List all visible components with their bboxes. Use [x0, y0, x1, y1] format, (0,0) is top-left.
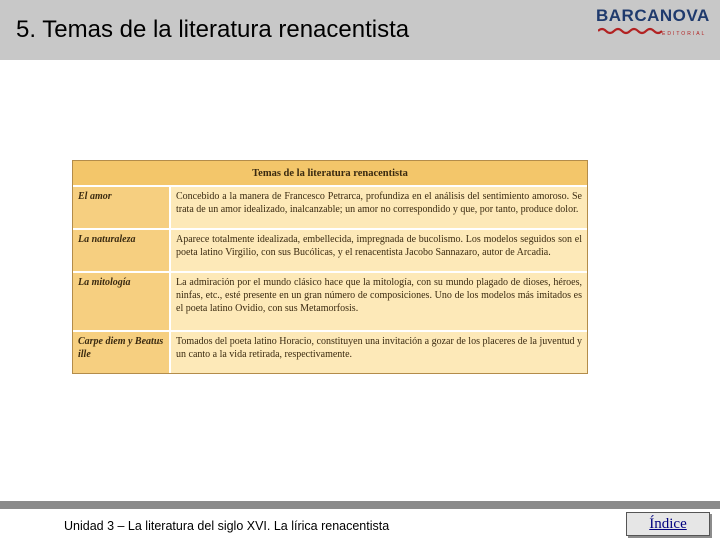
footer-unit-title: Unidad 3 – La literatura del siglo XVI. La lírica renacentista	[64, 519, 390, 533]
themes-table	[73, 161, 587, 373]
header-bar	[0, 0, 720, 60]
page-title: 5. Temas de la literatura renacentista	[16, 16, 410, 43]
description-cell: Concebido a la manera de Francesco Petrarca, profundiza en el análisis del sentimiento amoroso. Se trata de un amor idealizado, inalcanzable; un amor no correspondido y que, por tanto, produce dolor.	[170, 186, 587, 229]
table-title: Temas de la literatura renacentista	[73, 161, 587, 186]
table-row	[73, 272, 587, 331]
logo-wordmark: BARCANOVA	[596, 6, 710, 25]
logo-wave-icon	[598, 27, 662, 35]
table-row	[73, 229, 587, 272]
description-cell: Tomados del poeta latino Horacio, constituyen una invitación a gozar de los placeres de la juventud y un canto a la vida retirada, respectivamente.	[170, 331, 587, 373]
themes-table-image	[72, 160, 588, 374]
theme-cell: La naturaleza	[73, 229, 170, 272]
index-button[interactable]: Índice	[626, 512, 710, 536]
theme-cell: La mitología	[73, 272, 170, 331]
table-row	[73, 186, 587, 229]
table-row	[73, 331, 587, 373]
logo-subtitle: EDITORIAL	[662, 31, 707, 37]
description-cell: Aparece totalmente idealizada, embellecida, impregnada de bucolismo. Los modelos seguidos son el poeta latino Virgilio, con sus Bucólicas, y el renacentista Jacobo Sannazaro, autor de Arcadia.	[170, 229, 587, 272]
publisher-logo	[596, 6, 714, 38]
theme-cell: El amor	[73, 186, 170, 229]
description-cell: La admiración por el mundo clásico hace que la mitología, con su mundo plagado de dioses, héroes, ninfas, etc., esté presente en un gran número de composiciones. Uno de los modelos más imitados es el poeta latino Ovidio, con sus Metamorfosis.	[170, 272, 587, 331]
theme-cell: Carpe diem y Beatus ille	[73, 331, 170, 373]
footer-divider	[0, 501, 720, 509]
